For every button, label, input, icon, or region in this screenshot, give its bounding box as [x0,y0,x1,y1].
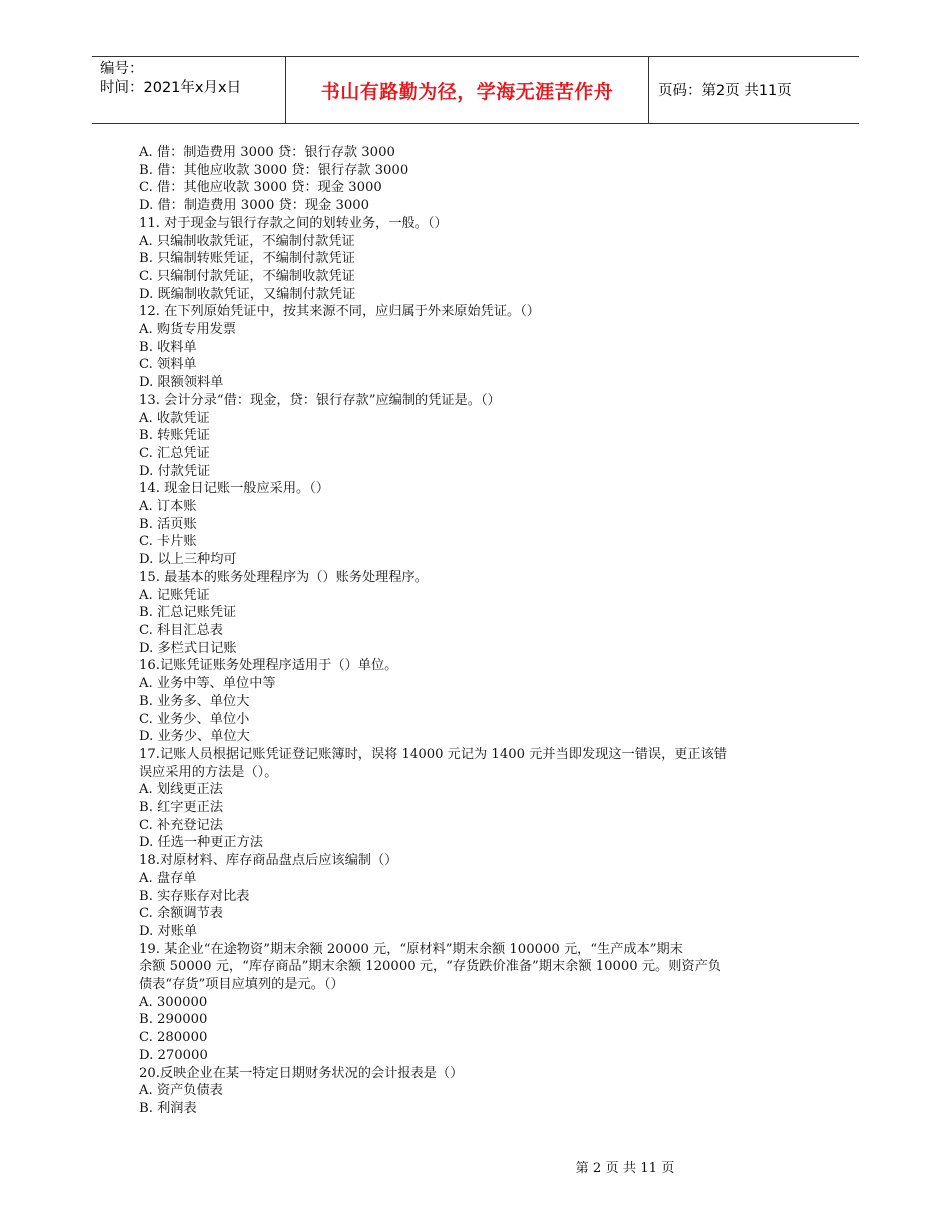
answer-option: C. 余额调节表 [139,906,223,922]
document-time-label: 时间：2021年x月x日 [100,80,242,96]
answer-option: A. 借：制造费用 3000 贷：银行存款 3000 [139,145,395,160]
question-text: 11. 对于现金与银行存款之间的划转业务，一般。（） [139,215,448,231]
answer-option: B. 290000 [139,1012,208,1028]
question-text: 误应采用的方法是（）。 [139,764,278,780]
header-page-label: 页码：第2页 共11页 [658,83,792,99]
question-text: 12. 在下列原始凭证中，按其来源不同，应归属于外来原始凭证。（） [139,304,540,320]
answer-option: C. 业务少、单位小 [139,711,250,727]
answer-option: B. 转账凭证 [139,428,210,444]
answer-option: B. 业务多、单位大 [139,693,250,709]
answer-option: A. 购货专用发票 [139,322,237,338]
answer-option: A. 收款凭证 [139,410,210,426]
answer-option: D. 多栏式日记账 [139,640,237,656]
answer-option: A. 划线更正法 [139,782,223,798]
page-footer: 第 2 页 共 11 页 [575,1161,675,1176]
answer-option: B. 只编制转账凭证，不编制付款凭证 [139,251,355,267]
answer-option: C. 卡片账 [139,534,197,550]
question-text: 16.记账凭证账务处理程序适用于（）单位。 [139,658,398,674]
answer-option: A. 记账凭证 [139,587,210,603]
answer-option: A. 业务中等、单位中等 [139,676,276,692]
answer-option: C. 补充登记法 [139,817,223,833]
answer-option: B. 汇总记账凭证 [139,605,237,621]
answer-option: D. 业务少、单位大 [139,729,250,745]
answer-option: D. 付款凭证 [139,463,211,479]
question-text: 14. 现金日记账一般应采用。（） [139,481,330,497]
answer-option: A. 300000 [139,994,208,1010]
answer-option: C. 280000 [139,1030,208,1046]
answer-option: D. 以上三种均可 [139,552,237,568]
question-text: 15. 最基本的账务处理程序为（）账务处理程序。 [139,569,428,585]
answer-option: A. 只编制收款凭证，不编制付款凭证 [139,233,355,249]
header-meta [100,60,241,98]
answer-option: C. 借：其他应收款 3000 贷：现金 3000 [139,180,382,196]
page-header [92,56,859,124]
answer-option: D. 270000 [139,1047,208,1063]
answer-option: C. 只编制付款凭证，不编制收款凭证 [139,268,355,284]
answer-option: B. 实存账存对比表 [139,888,250,904]
question-text: 19. 某企业“在途物资”期末余额 20000 元，“原材料”期末余额 100000 元，“生产成本”期末 [139,941,683,957]
answer-option: B. 收料单 [139,339,197,355]
question-text: 20.反映企业在某一特定日期财务状况的会计报表是（） [139,1065,464,1081]
answer-option: B. 利润表 [139,1100,197,1116]
answer-option: D. 对账单 [139,923,198,939]
answer-option: B. 红字更正法 [139,800,224,816]
answer-option: A. 盘存单 [139,870,197,886]
answer-option: D. 任选一种更正方法 [139,835,263,851]
question-text: 17.记账人员根据记账凭证登记账簿时，误将 14000 元记为 1400 元并当即发现这一错误，更正该错 [139,746,727,762]
answer-option: B. 借：其他应收款 3000 贷：银行存款 3000 [139,162,409,178]
header-divider [648,57,649,123]
answer-option: A. 订本账 [139,499,197,515]
question-text: 余额 50000 元，“库存商品”期末余额 120000 元，“存货跌价准备”期末余额 10000 元。则资产负 [139,959,721,975]
header-motto: 书山有路勤为径，学海无涯苦作舟 [320,81,614,103]
answer-option: D. 借：制造费用 3000 贷：现金 3000 [139,198,370,214]
answer-option: C. 科目汇总表 [139,622,223,638]
answer-option: B. 活页账 [139,516,197,532]
document-body [139,144,809,1118]
answer-option: C. 领料单 [139,357,197,373]
answer-option: D. 限额领料单 [139,375,224,391]
question-text: 债表“存货”项目应填列的是元。（） [139,977,344,993]
question-text: 18.对原材料、库存商品盘点后应该编制（） [139,853,398,869]
answer-option: D. 既编制收款凭证，又编制付款凭证 [139,286,356,302]
answer-option: A. 资产负债表 [139,1083,223,1099]
document-number-label: 编号： [100,61,144,77]
question-text: 13. 会计分录“借：现金，贷：银行存款”应编制的凭证是。（） [139,392,501,408]
answer-option: C. 汇总凭证 [139,445,210,461]
